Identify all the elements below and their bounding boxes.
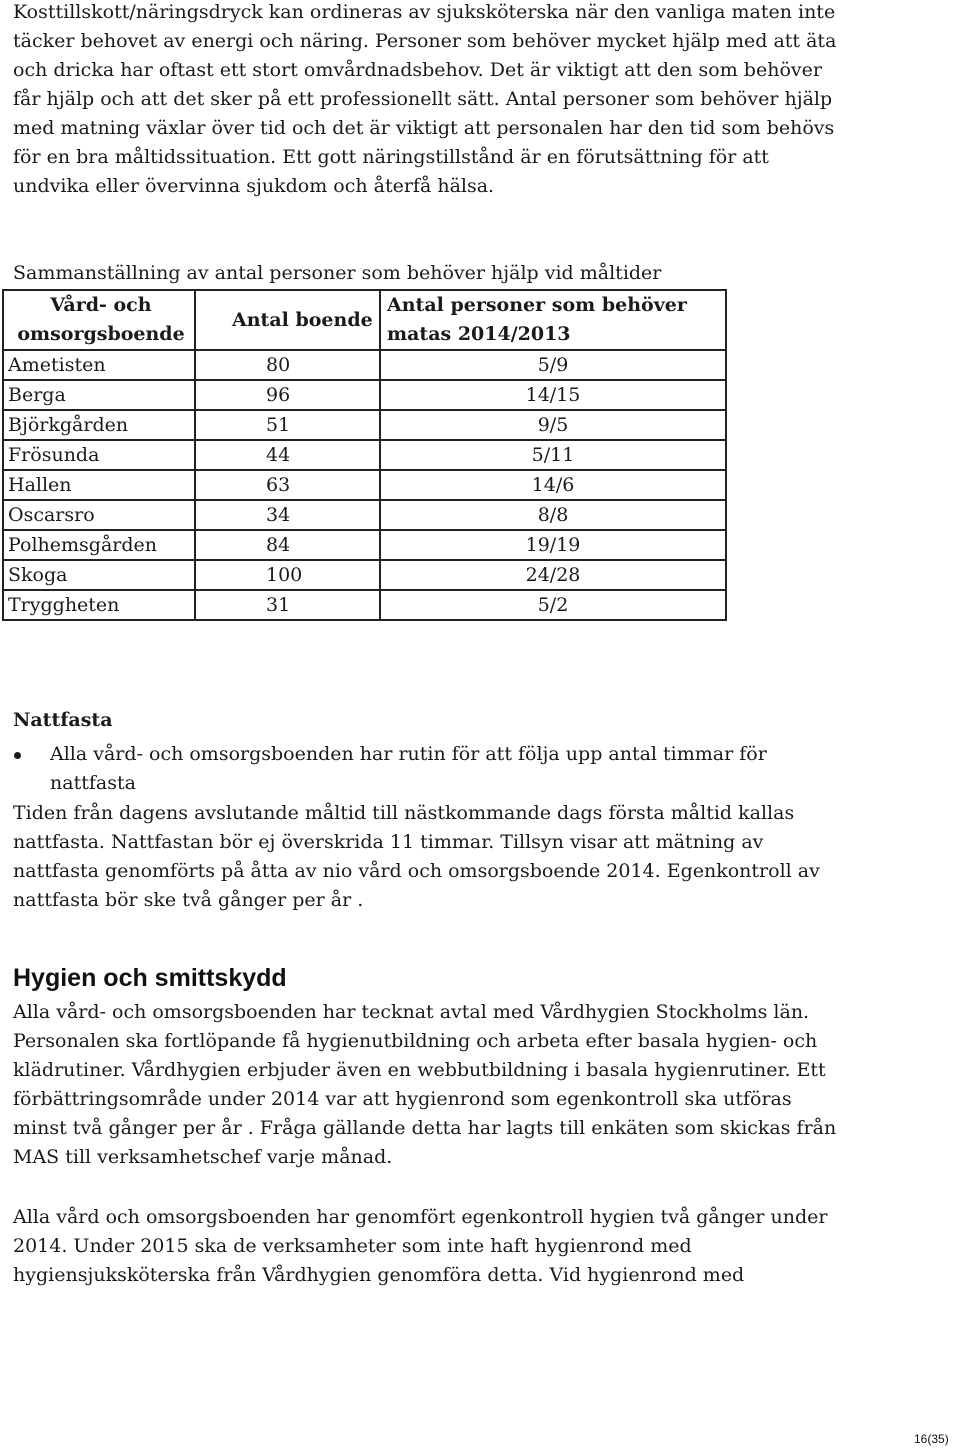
facility-cell: Berga: [3, 380, 195, 410]
hygien-heading: Hygien och smittskydd: [13, 964, 287, 992]
fed-count-cell: 5/2: [380, 590, 726, 620]
fed-count-cell: 19/19: [380, 530, 726, 560]
residents-cell: 44: [195, 440, 380, 470]
meal-assistance-table: [2, 289, 727, 621]
table-row: [3, 380, 726, 410]
residents-cell: 100: [195, 560, 380, 590]
facility-cell: Björkgården: [3, 410, 195, 440]
residents-cell: 80: [195, 350, 380, 380]
header-facility: Vård- och omsorgsboende: [3, 290, 195, 350]
residents-cell: 34: [195, 500, 380, 530]
table-row: [3, 530, 726, 560]
residents-cell: 31: [195, 590, 380, 620]
hygien-paragraph-2: Alla vård och omsorgsboenden har genomfört egenkontroll hygien två gånger under 2014. Under 2015 ska de verksamheter som inte haft hygienrond med hygiensjuksköterska från Vårdhygien genomföra detta. Vid hygienrond med: [13, 1206, 828, 1286]
hygien-paragraph-1: Alla vård- och omsorgsboenden har tecknat avtal med Vårdhygien Stockholms län. Personalen ska fortlöpande få hygienutbildning och arbeta efter basala hygien- och klädrutiner. Vårdhygien erbjuder även en webbutbildning i basala hygienrutiner. Ett förbättringsområde under 2014 var att hygienrond som egenkontroll ska utföras minst två gånger per år . Fråga gällande detta har lagts till enkäten som skickas från MAS till verksamhetschef varje månad.: [13, 1001, 837, 1168]
nattfasta-heading: Nattfasta: [13, 709, 113, 731]
nattfasta-paragraph: Tiden från dagens avslutande måltid till nästkommande dags första måltid kallas nattfasta. Nattfastan bör ej överskrida 11 timmar. Tillsyn visar att mätning av nattfasta genomförts på åtta av nio vård och omsorgsboende 2014. Egenkontroll av nattfasta bör ske två gånger per år .: [13, 802, 820, 911]
page-number: 16(35): [914, 1432, 949, 1446]
facility-cell: Oscarsro: [3, 500, 195, 530]
table-row: [3, 350, 726, 380]
table-row: [3, 500, 726, 530]
fed-count-cell: 5/9: [380, 350, 726, 380]
table-row: [3, 590, 726, 620]
facility-cell: Frösunda: [3, 440, 195, 470]
table-row: [3, 470, 726, 500]
residents-cell: 51: [195, 410, 380, 440]
facility-cell: Tryggheten: [3, 590, 195, 620]
header-fed-count: Antal personer som behöver matas 2014/2013: [380, 290, 726, 350]
header-residents: Antal boende: [195, 290, 380, 350]
facility-cell: Skoga: [3, 560, 195, 590]
table-row: [3, 440, 726, 470]
facility-cell: Hallen: [3, 470, 195, 500]
table-header-row: [3, 290, 726, 350]
fed-count-cell: 9/5: [380, 410, 726, 440]
bullet-icon: [14, 752, 21, 759]
facility-cell: Polhemsgården: [3, 530, 195, 560]
fed-count-cell: 14/15: [380, 380, 726, 410]
nattfasta-bullet-item: [13, 740, 843, 798]
nattfasta-bullet-text: Alla vård- och omsorgsboenden har rutin för att följa upp antal timmar för nattfasta: [50, 743, 767, 794]
fed-count-cell: 8/8: [380, 500, 726, 530]
residents-cell: 96: [195, 380, 380, 410]
table-caption: Sammanställning av antal personer som behöver hjälp vid måltider: [13, 262, 662, 284]
fed-count-cell: 5/11: [380, 440, 726, 470]
residents-cell: 63: [195, 470, 380, 500]
table-row: [3, 410, 726, 440]
residents-cell: 84: [195, 530, 380, 560]
intro-paragraph: Kosttillskott/näringsdryck kan ordineras av sjuksköterska när den vanliga maten inte täcker behovet av energi och näring. Personer som behöver mycket hjälp med att äta och dricka har oftast ett stort omvårdnadsbehov. Det är viktigt att den som behöver får hjälp och att det sker på ett professionellt sätt. Antal personer som behöver hjälp med matning växlar över tid och det är viktigt att personalen har den tid som behövs för en bra måltidssituation. Ett gott näringstillstånd är en förutsättning för att undvika eller övervinna sjukdom och återfå hälsa.: [13, 1, 837, 197]
table-row: [3, 560, 726, 590]
fed-count-cell: 14/6: [380, 470, 726, 500]
fed-count-cell: 24/28: [380, 560, 726, 590]
facility-cell: Ametisten: [3, 350, 195, 380]
